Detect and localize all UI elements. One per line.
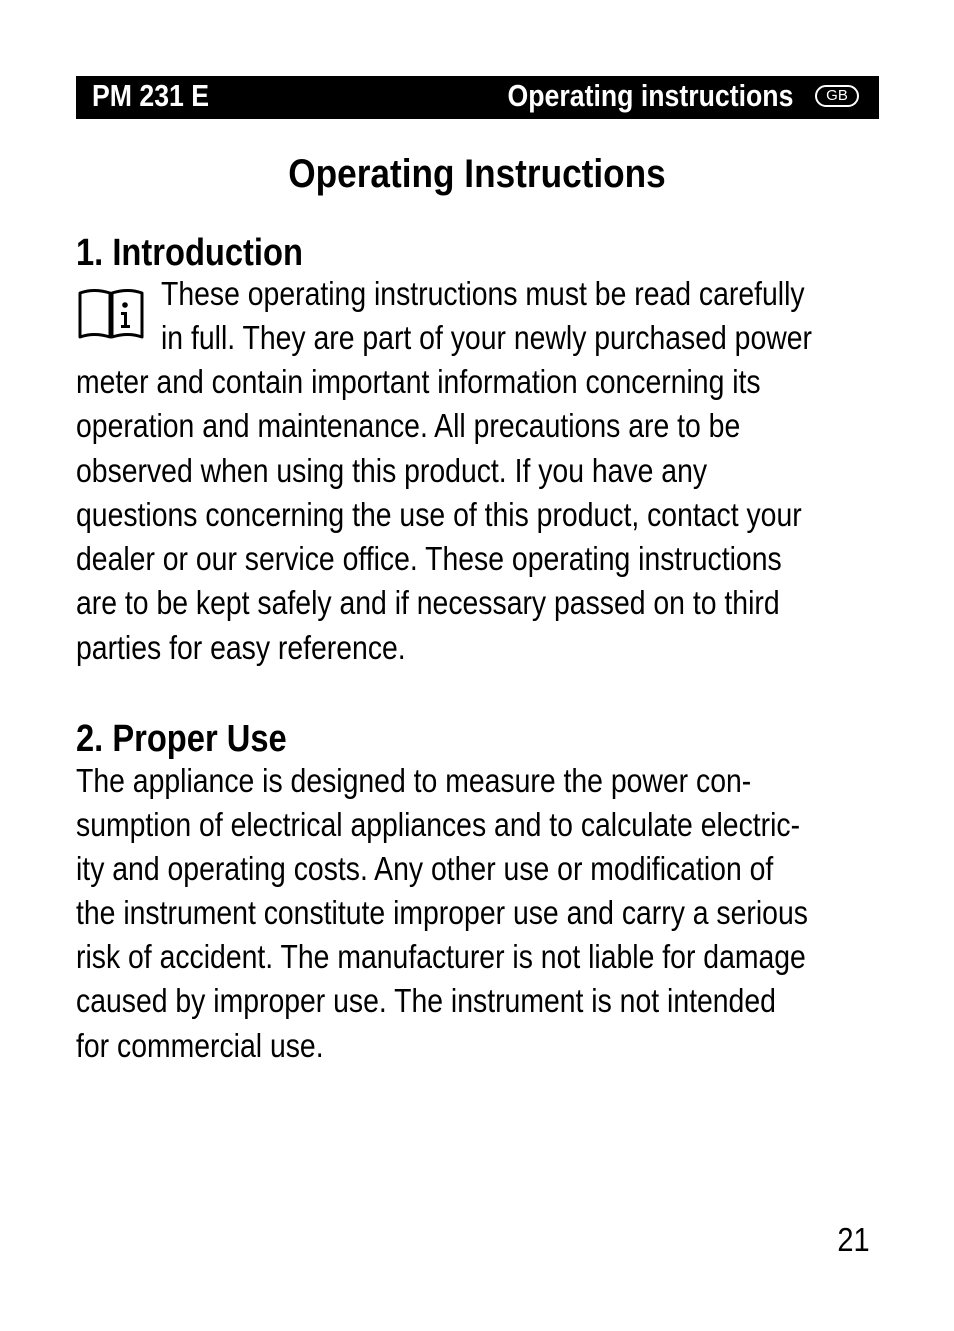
proper-use-line: sumption of electrical appliances and to calculate electric- xyxy=(76,806,801,843)
page-title: Operating Instructions xyxy=(288,152,666,196)
introduction-line: in full. They are part of your newly purchased power xyxy=(161,319,812,356)
section-heading-introduction: 1. Introduction xyxy=(76,232,303,274)
introduction-line: parties for easy reference. xyxy=(76,629,406,666)
introduction-line: operation and maintenance. All precautions are to be xyxy=(76,407,741,444)
book-info-icon xyxy=(76,285,146,343)
header-model: PM 231 E xyxy=(92,78,210,113)
language-badge: GB xyxy=(815,85,859,107)
proper-use-line: ity and operating costs. Any other use or modification of xyxy=(76,850,774,887)
introduction-line: dealer or our service office. These operating instructions xyxy=(76,540,782,577)
introduction-line: observed when using this product. If you have any xyxy=(76,452,708,489)
page-number: 21 xyxy=(837,1221,870,1258)
proper-use-line: the instrument constitute improper use and carry a serious xyxy=(76,894,808,931)
introduction-line: These operating instructions must be read carefully xyxy=(161,275,805,312)
introduction-line: meter and contain important information concerning its xyxy=(76,363,761,400)
proper-use-line: for commercial use. xyxy=(76,1027,324,1064)
header-section-title: Operating instructions xyxy=(507,78,793,113)
header-bar xyxy=(76,76,879,119)
introduction-line: questions concerning the use of this product, contact your xyxy=(76,496,802,533)
section-heading-proper-use: 2. Proper Use xyxy=(76,718,287,760)
introduction-line: are to be kept safely and if necessary passed on to third xyxy=(76,584,780,621)
proper-use-line: caused by improper use. The instrument is not intended xyxy=(76,982,776,1019)
proper-use-line: risk of accident. The manufacturer is not liable for damage xyxy=(76,938,806,975)
proper-use-line: The appliance is designed to measure the power con- xyxy=(76,762,752,799)
